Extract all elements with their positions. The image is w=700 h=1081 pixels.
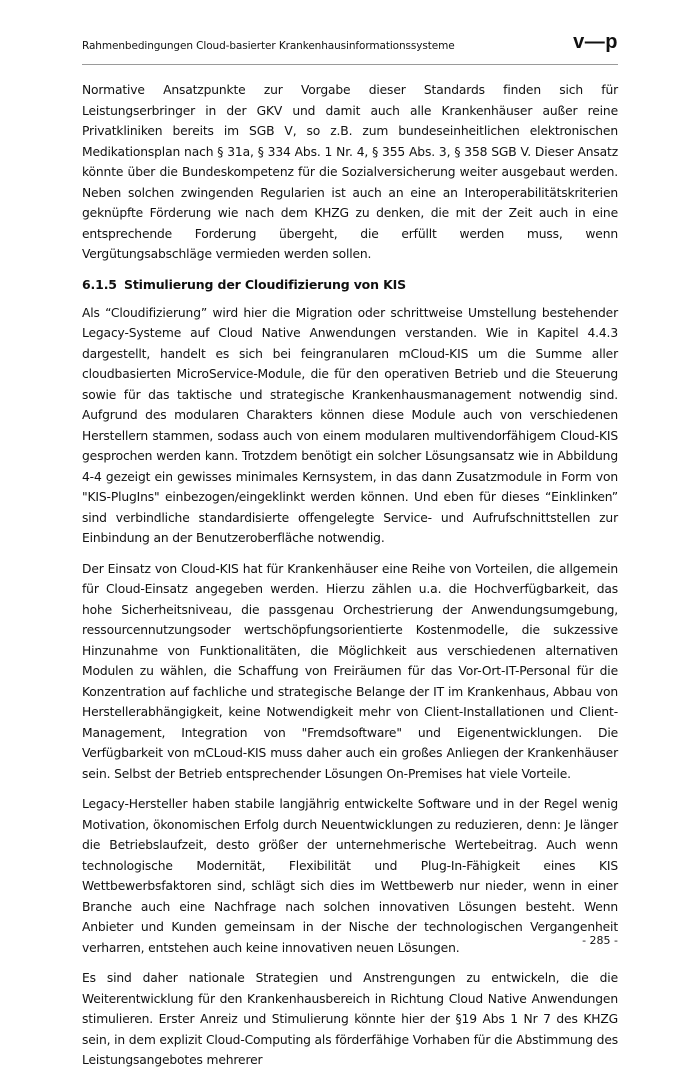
running-header-title: Rahmenbedingungen Cloud-basierter Krankenhausinformationssysteme: [82, 40, 455, 52]
section-heading: [82, 275, 618, 295]
publisher-logo: v—p: [573, 31, 618, 53]
page-number: - 285 -: [582, 934, 618, 947]
intro-paragraph: Normative Ansatzpunkte zur Vorgabe dieser Standards finden sich für Leistungserbringer in der GKV und damit auch alle Krankenhäuser außer reine Privatkliniken bereits im SGB V, so z.B. zum bundeseinheitlichen elektronischen Medikationsplan nach § 31a, § 334 Abs. 1 Nr. 4, § 355 Abs. 3, § 358 SGB V. Dieser Ansatz könnte über die Bundeskompetenz für die Sozialversicherung weiter ausgebaut werden. Neben solchen zwingenden Regularien ist auch an eine an Interoperabilitätskriterien geknüpfte Förderung wie nach dem KHZG zu denken, die mit der Zeit auch in eine entsprechende Forderung übergeht, die erfüllt werden muss, wenn Vergütungsabschläge vermieden werden sollen.: [82, 83, 618, 261]
body-paragraph: Der Einsatz von Cloud-KIS hat für Krankenhäuser eine Reihe von Vorteilen, die allgemein für Cloud-Einsatz angegeben werden. Hierzu zählen u.a. die Hochverfügbarkeit, das hohe Sicherheitsniveau, die passgenau Orchestrierung der Anwendungsumgebung, ressourcennutzungsoder wertschöpfungsorientierte Kostenmodelle, die sukzessive Hinzunahme von Funktionalitäten, die Möglichkeit aus verschiedenen alternativen Modulen zu wählen, die Schaffung von Freiräumen für das Vor-Ort-IT-Personal für die Konzentration auf fachliche und strategische Belange der IT im Krankenhaus, Abbau von Herstellerabhängigkeit, keine Notwendigkeit mehr von Client-Installationen und Client-Management, Integration von "Fremdsoftware" und Eigenentwicklungen. Die Verfügbarkeit von mCLoud-KIS muss daher auch ein großes Anliegen der Krankenhäuser sein. Selbst der Betrieb entsprechender Lösungen On-Premises hat viele Vorteile.: [82, 561, 618, 781]
section-number: 6.1.5: [82, 276, 117, 292]
section-title: Stimulierung der Cloudifizierung von KIS: [124, 276, 406, 292]
page-body: [82, 80, 618, 1081]
body-paragraph: Legacy-Hersteller haben stabile langjährig entwickelte Software und in der Regel wenig Motivation, ökonomischen Erfolg durch Neuentwicklungen zu reduzieren, denn: Je länger die Betriebslaufzeit, desto größer der unternehmerische Wertebeitrag. Auch wenn technologische Modernität, Flexibilität und Plug-In-Fähigkeit eines KIS Wettbewerbsfaktoren sind, schlägt sich dies im Wettbewerb nur nieder, wenn in einer Branche auch eine Nachfrage nach solchen innovativen Lösungen besteht. Wenn Anbieter und Kunden gemeinsam in der Nische der technologischen Vergangenheit verharren, entstehen auch keine innovativen neuen Lösungen.: [82, 797, 618, 955]
body-paragraph: Als “Cloudifizierung” wird hier die Migration oder schrittweise Umstellung bestehender Legacy-Systeme auf Cloud Native Anwendungen verstanden. Wie in Kapitel 4.4.3 dargestellt, handelt es sich bei feingranularen mCloud-KIS um die Summe aller cloudbasierten MicroService-Module, die für den operativen Betrieb und die Steuerung sowie für das taktische und strategische Krankenhausmanagement notwendig sind. Aufgrund des modularen Charakters können diese Module auch von verschiedenen Herstellern stammen, sodass auch von einem modularen multivendorfähigem Cloud-KIS gesprochen werden kann. Trotzdem benötigt ein solcher Lösungsansatz wie in Abbildung 4-4 gezeigt ein gewisses minimales Kernsystem, in das dann Zusatzmodule in Form von "KIS-PlugIns" einbezogen/eingeklinkt werden können. Und eben für dieses “Einklinken” sind verbindliche standardisierte offengelegte Service- und Aufrufschnittstellen zur Einbindung an der Benutzeroberfläche notwendig.: [82, 305, 618, 545]
body-paragraph: Es sind daher nationale Strategien und Anstrengungen zu entwickeln, die die Weiterentwicklung für den Krankenhausbereich in Richtung Cloud Native Anwendungen stimulieren. Erster Anreiz und Stimulierung könnte hier der §19 Abs 1 Nr 7 des KHZG sein, in dem explizit Cloud-Computing als förderfähige Vorhaben für die Abstimmung des Leistungsangebotes mehrerer: [82, 971, 618, 1067]
page-header: [82, 30, 618, 65]
